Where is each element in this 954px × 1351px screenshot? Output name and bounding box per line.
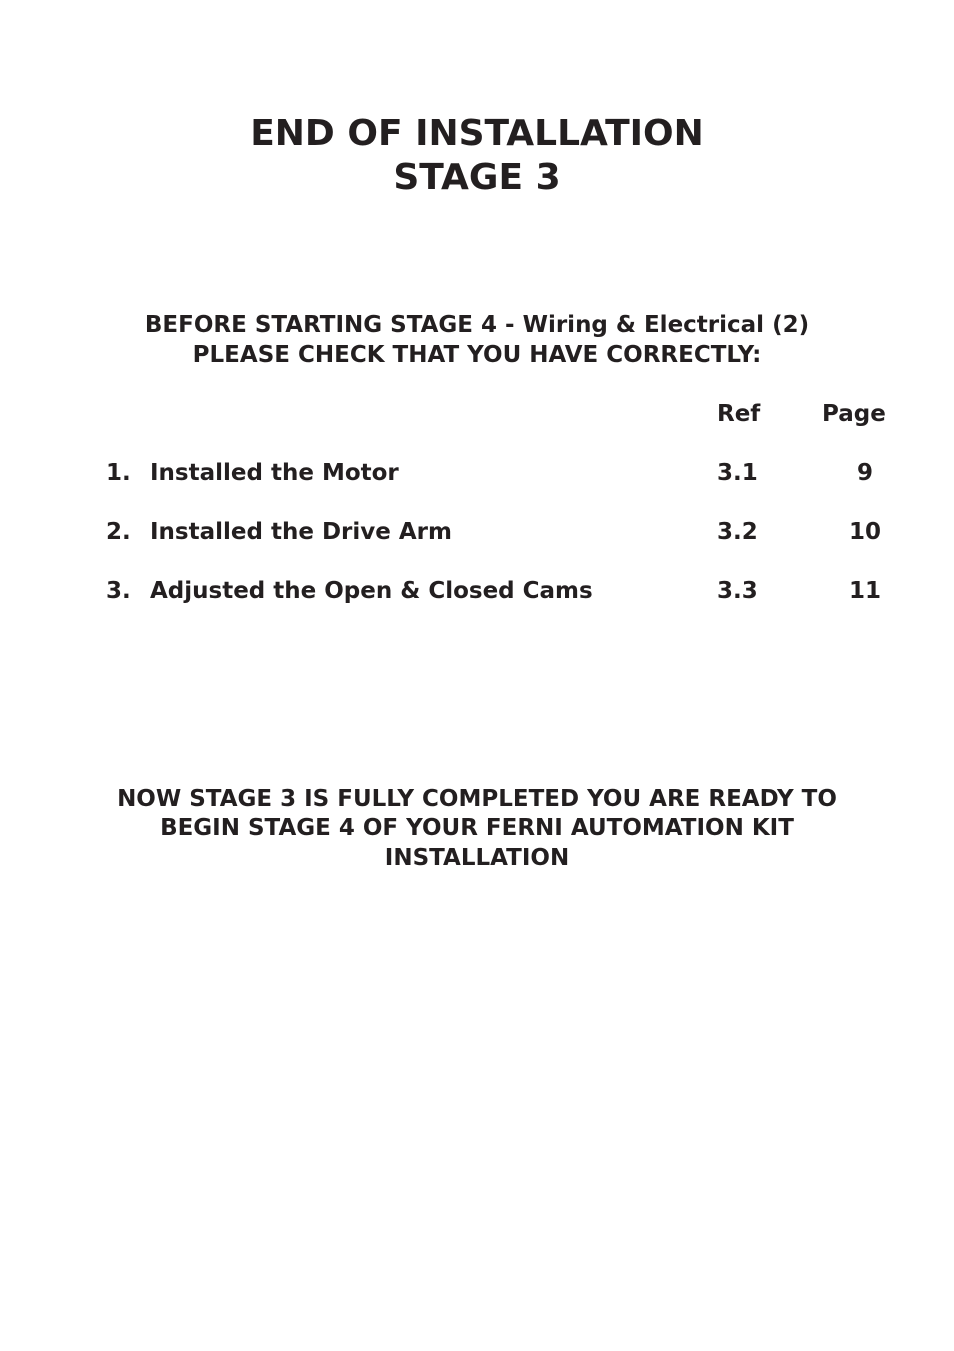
item-number: 1. [106,460,131,486]
item-number: 2. [106,519,131,545]
column-header-page: Page [822,401,886,427]
item-description: Adjusted the Open & Closed Cams [150,578,593,604]
page-title-line-2: STAGE 3 [393,157,561,198]
page-title-line-1: END OF INSTALLATION [250,113,704,154]
item-ref: 3.2 [717,519,758,545]
item-description: Installed the Motor [150,460,399,486]
item-ref: 3.3 [717,578,758,604]
item-number: 3. [106,578,131,604]
intro-heading-line-1: BEFORE STARTING STAGE 4 - Wiring & Electrical (2) [144,312,810,338]
closing-message-line-3: INSTALLATION [384,845,570,871]
item-description: Installed the Drive Arm [150,519,452,545]
item-page: 11 [848,578,881,604]
item-page: 10 [848,519,881,545]
column-header-ref: Ref [717,401,761,427]
intro-heading-line-2: PLEASE CHECK THAT YOU HAVE CORRECTLY: [192,342,762,368]
item-page: 9 [856,460,873,486]
closing-message-line-2: BEGIN STAGE 4 OF YOUR FERNI AUTOMATION KIT [160,815,794,841]
item-ref: 3.1 [717,460,758,486]
closing-message-line-1: NOW STAGE 3 IS FULLY COMPLETED YOU ARE READY TO [117,786,837,812]
